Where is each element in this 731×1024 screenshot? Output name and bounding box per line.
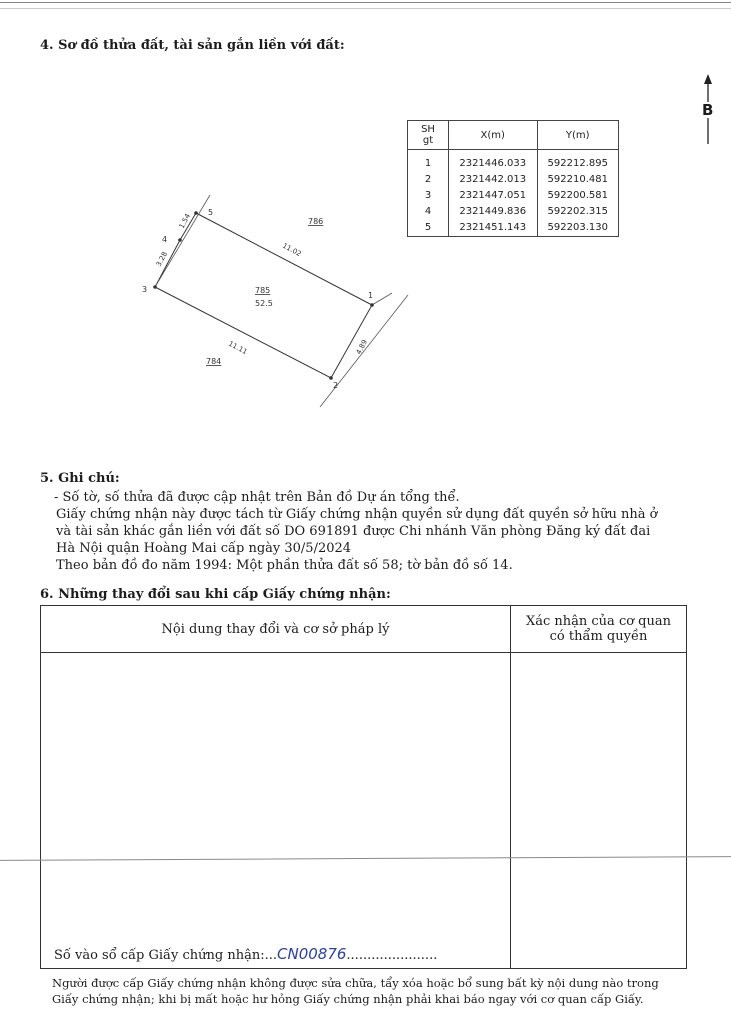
table-row (408, 220, 619, 237)
footer-line: Giấy chứng nhận; khi bị mất hoặc hư hỏng Giấy chứng nhận phải khai báo ngay với cơ quan cấp Giấy. (52, 992, 644, 1006)
top-border-line-2 (0, 8, 731, 9)
neighbor-boundary-line (372, 293, 392, 305)
header-sh-gt: SH gt (408, 121, 449, 150)
authority-confirmation-cell (511, 653, 687, 969)
cell-y: 592200.581 (537, 188, 618, 204)
header-x: X(m) (449, 121, 538, 150)
header-change-content: Nội dung thay đổi và cơ sở pháp lý (41, 606, 511, 653)
cell-x: 2321451.143 (449, 220, 538, 237)
table-row (408, 172, 619, 188)
notes-block (40, 489, 700, 574)
register-dots: ... (264, 948, 277, 963)
vertex-label: 5 (208, 208, 214, 217)
edge-length-bottom: 11.11 (227, 339, 249, 357)
vertex-point (194, 211, 198, 215)
register-line (42, 945, 509, 967)
register-dots: ...................... (346, 948, 438, 963)
north-label: B (702, 101, 714, 119)
neighbor-parcel-top: 786 (308, 217, 324, 226)
cell-point: 2 (408, 172, 449, 188)
plot-diagram (130, 185, 420, 415)
edge-length-left-short: 1.54 (177, 212, 193, 230)
changes-table (40, 605, 687, 969)
table-row (408, 150, 619, 173)
vertex-point (178, 238, 182, 242)
cell-y: 592202.315 (537, 204, 618, 220)
vertex-point (153, 285, 157, 289)
edge-length-top: 11.02 (281, 241, 303, 259)
table-row (408, 188, 619, 204)
note-line: - Số tờ, số thửa đã được cập nhật trên Bản đồ Dự án tổng thể. (54, 490, 460, 505)
cell-y: 592212.895 (537, 150, 618, 173)
header-authority-line2: có thẩm quyền (549, 629, 648, 644)
parcel-id: 785 (255, 286, 271, 295)
vertex-point (370, 303, 374, 307)
section-5-title: 5. Ghi chú: (40, 471, 120, 486)
cell-point: 4 (408, 204, 449, 220)
note-line: và tài sản khác gắn liền với đất số DO 691891 được Chi nhánh Văn phòng Đăng ký đất đai (56, 524, 651, 539)
top-border-line (0, 2, 731, 3)
changes-table-body (41, 653, 687, 969)
parcel-area: 52.5 (255, 299, 273, 308)
vertex-label: 2 (333, 381, 339, 390)
footer-note (52, 975, 722, 1007)
vertex-label: 1 (368, 291, 374, 300)
vertex-label: 3 (142, 285, 148, 294)
cell-y: 592203.130 (537, 220, 618, 237)
cell-point: 5 (408, 220, 449, 237)
note-line: Hà Nội quận Hoàng Mai cấp ngày 30/5/2024 (56, 541, 352, 556)
register-label: Số vào sổ cấp Giấy chứng nhận: (54, 948, 265, 963)
register-number: CN00876 (277, 945, 347, 963)
changes-table-header (41, 606, 687, 653)
edge-length-left: 3.28 (154, 250, 170, 268)
coordinate-table-header (408, 121, 619, 150)
section-6-title: 6. Những thay đổi sau khi cấp Giấy chứng nhận: (40, 587, 391, 602)
vertex-label: 4 (162, 235, 168, 244)
header-authority-line1: Xác nhận của cơ quan (525, 614, 671, 629)
cell-point: 3 (408, 188, 449, 204)
cell-x: 2321442.013 (449, 172, 538, 188)
cell-x: 2321449.836 (449, 204, 538, 220)
header-authority-confirmation (511, 606, 687, 653)
cell-x: 2321447.051 (449, 188, 538, 204)
change-content-cell (41, 653, 511, 969)
north-arrow (700, 74, 716, 146)
footer-line: Người được cấp Giấy chứng nhận không được sửa chữa, tẩy xóa hoặc bổ sung bất kỳ nội dung nào trong (52, 976, 659, 990)
table-row (408, 204, 619, 220)
note-line: Giấy chứng nhận này được tách từ Giấy chứng nhận quyền sử dụng đất quyền sở hữu nhà ở (56, 507, 658, 522)
parcel-outline (155, 213, 372, 378)
cell-y: 592210.481 (537, 172, 618, 188)
cell-point: 1 (408, 150, 449, 173)
vertex-point (329, 376, 333, 380)
neighbor-parcel-bottom: 784 (206, 357, 222, 366)
cell-x: 2321446.033 (449, 150, 538, 173)
edge-length-right: 4.89 (354, 338, 370, 356)
coordinate-table (407, 120, 619, 237)
section-4-title: 4. Sơ đồ thửa đất, tài sản gắn liền với đất: (40, 38, 345, 53)
note-line: Theo bản đồ đo năm 1994: Một phần thửa đất số 58; tờ bản đồ số 14. (56, 558, 513, 573)
header-y: Y(m) (537, 121, 618, 150)
